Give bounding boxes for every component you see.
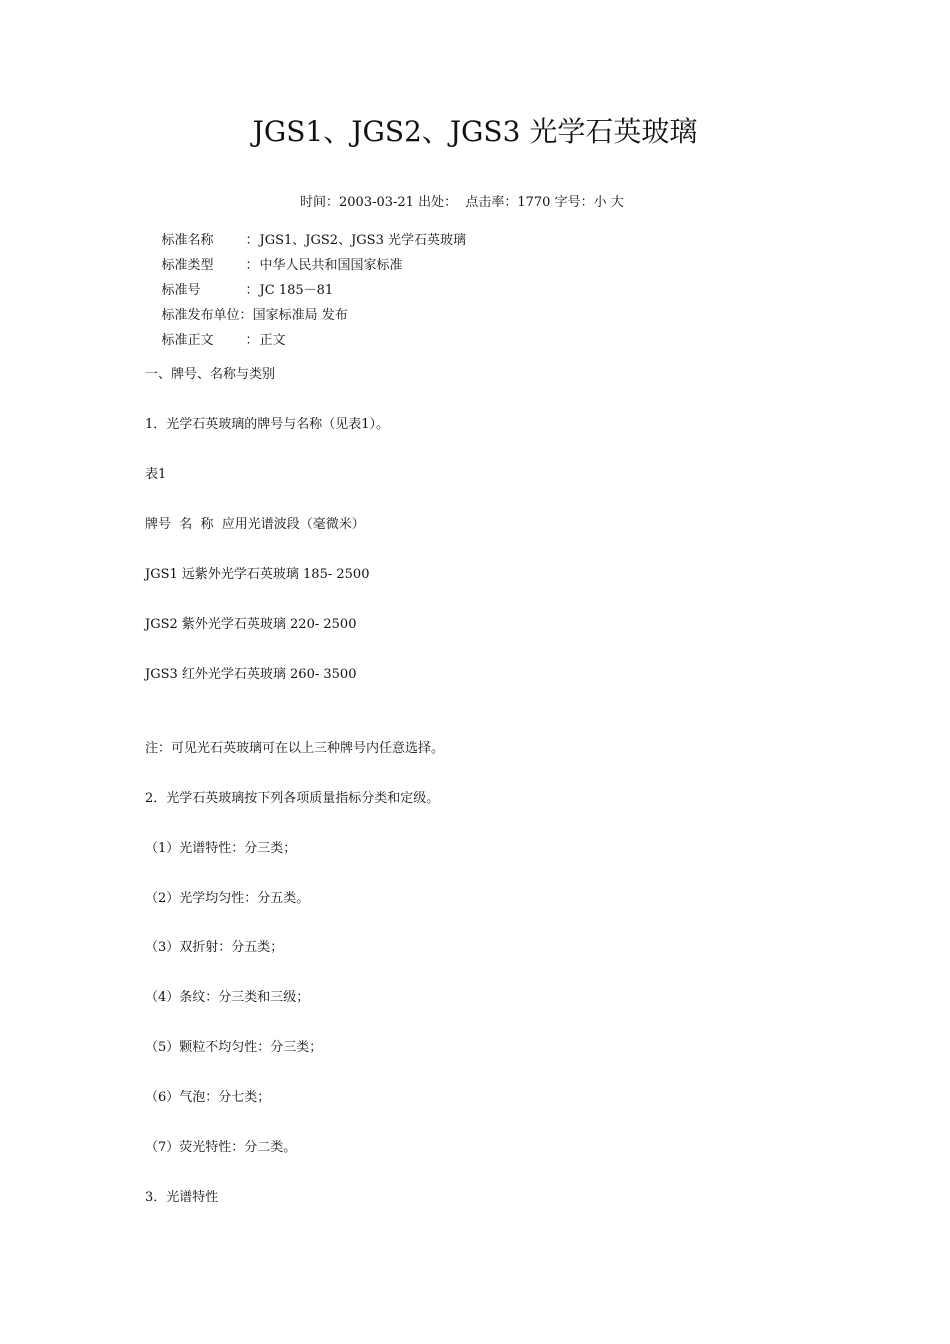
- info-value: JGS1、JGS2、JGS3 光学石英玻璃: [259, 233, 466, 248]
- info-standard-body: 标准正文 ： 正文: [145, 314, 286, 363]
- list-item: （6）气泡：分七类；: [145, 1090, 271, 1105]
- list-item: （3）双折射：分五类；: [145, 940, 284, 955]
- table-note: 注：可见光石英玻璃可在以上三种牌号内任意选择。: [145, 741, 445, 756]
- document-title: JGS1、JGS2、JGS3 光学石英玻璃: [252, 115, 698, 148]
- paragraph: 1．光学石英玻璃的牌号与名称（见表1）。: [145, 417, 390, 432]
- section-heading: 一、牌号、名称与类别: [145, 367, 276, 382]
- list-item: （7）荧光特性：分二类。: [145, 1140, 297, 1155]
- list-item: （4）条纹：分三类和三级；: [145, 990, 310, 1005]
- info-value: 中华人民共和国国家标准: [259, 258, 403, 273]
- list-item: （1）光谱特性：分三类；: [145, 841, 297, 856]
- list-item: （5）颗粒不均匀性：分三类；: [145, 1040, 323, 1055]
- info-standard-type: 标准类型 ： 中华人民共和国国家标准: [145, 239, 403, 288]
- table-row: JGS2 紫外光学石英玻璃 220- 2500: [145, 617, 357, 632]
- info-value: 正文: [259, 333, 286, 348]
- info-label: 标准名称: [161, 233, 214, 248]
- info-label: 标准正文: [161, 333, 214, 348]
- info-label: 标准号: [161, 283, 201, 298]
- info-label: 标准发布单位: [161, 308, 240, 323]
- info-standard-publisher: 标准发布单位：国家标准局 发布: [145, 289, 348, 338]
- list-item: （2）光学均匀性：分五类。: [145, 891, 310, 906]
- info-standard-number: 标准号 ： JC 185－81: [145, 264, 333, 313]
- info-label: 标准类型: [161, 258, 214, 273]
- info-value: 国家标准局 发布: [252, 308, 348, 323]
- info-value: JC 185－81: [259, 283, 334, 298]
- paragraph: 2．光学石英玻璃按下列各项质量指标分类和定级。: [145, 791, 440, 806]
- table-row: JGS1 远紫外光学石英玻璃 185- 2500: [145, 567, 370, 582]
- document-meta: 时间：2003-03-21 出处： 点击率：1770 字号：小 大: [300, 195, 624, 210]
- paragraph: 3．光谱特性: [145, 1190, 219, 1205]
- table-header: 牌号 名 称 应用光谱波段（毫微米）: [145, 517, 365, 532]
- table-label: 表1: [145, 467, 167, 482]
- info-standard-name: 标准名称 ： JGS1、JGS2、JGS3 光学石英玻璃: [145, 214, 466, 263]
- table-row: JGS3 红外光学石英玻璃 260- 3500: [145, 667, 357, 682]
